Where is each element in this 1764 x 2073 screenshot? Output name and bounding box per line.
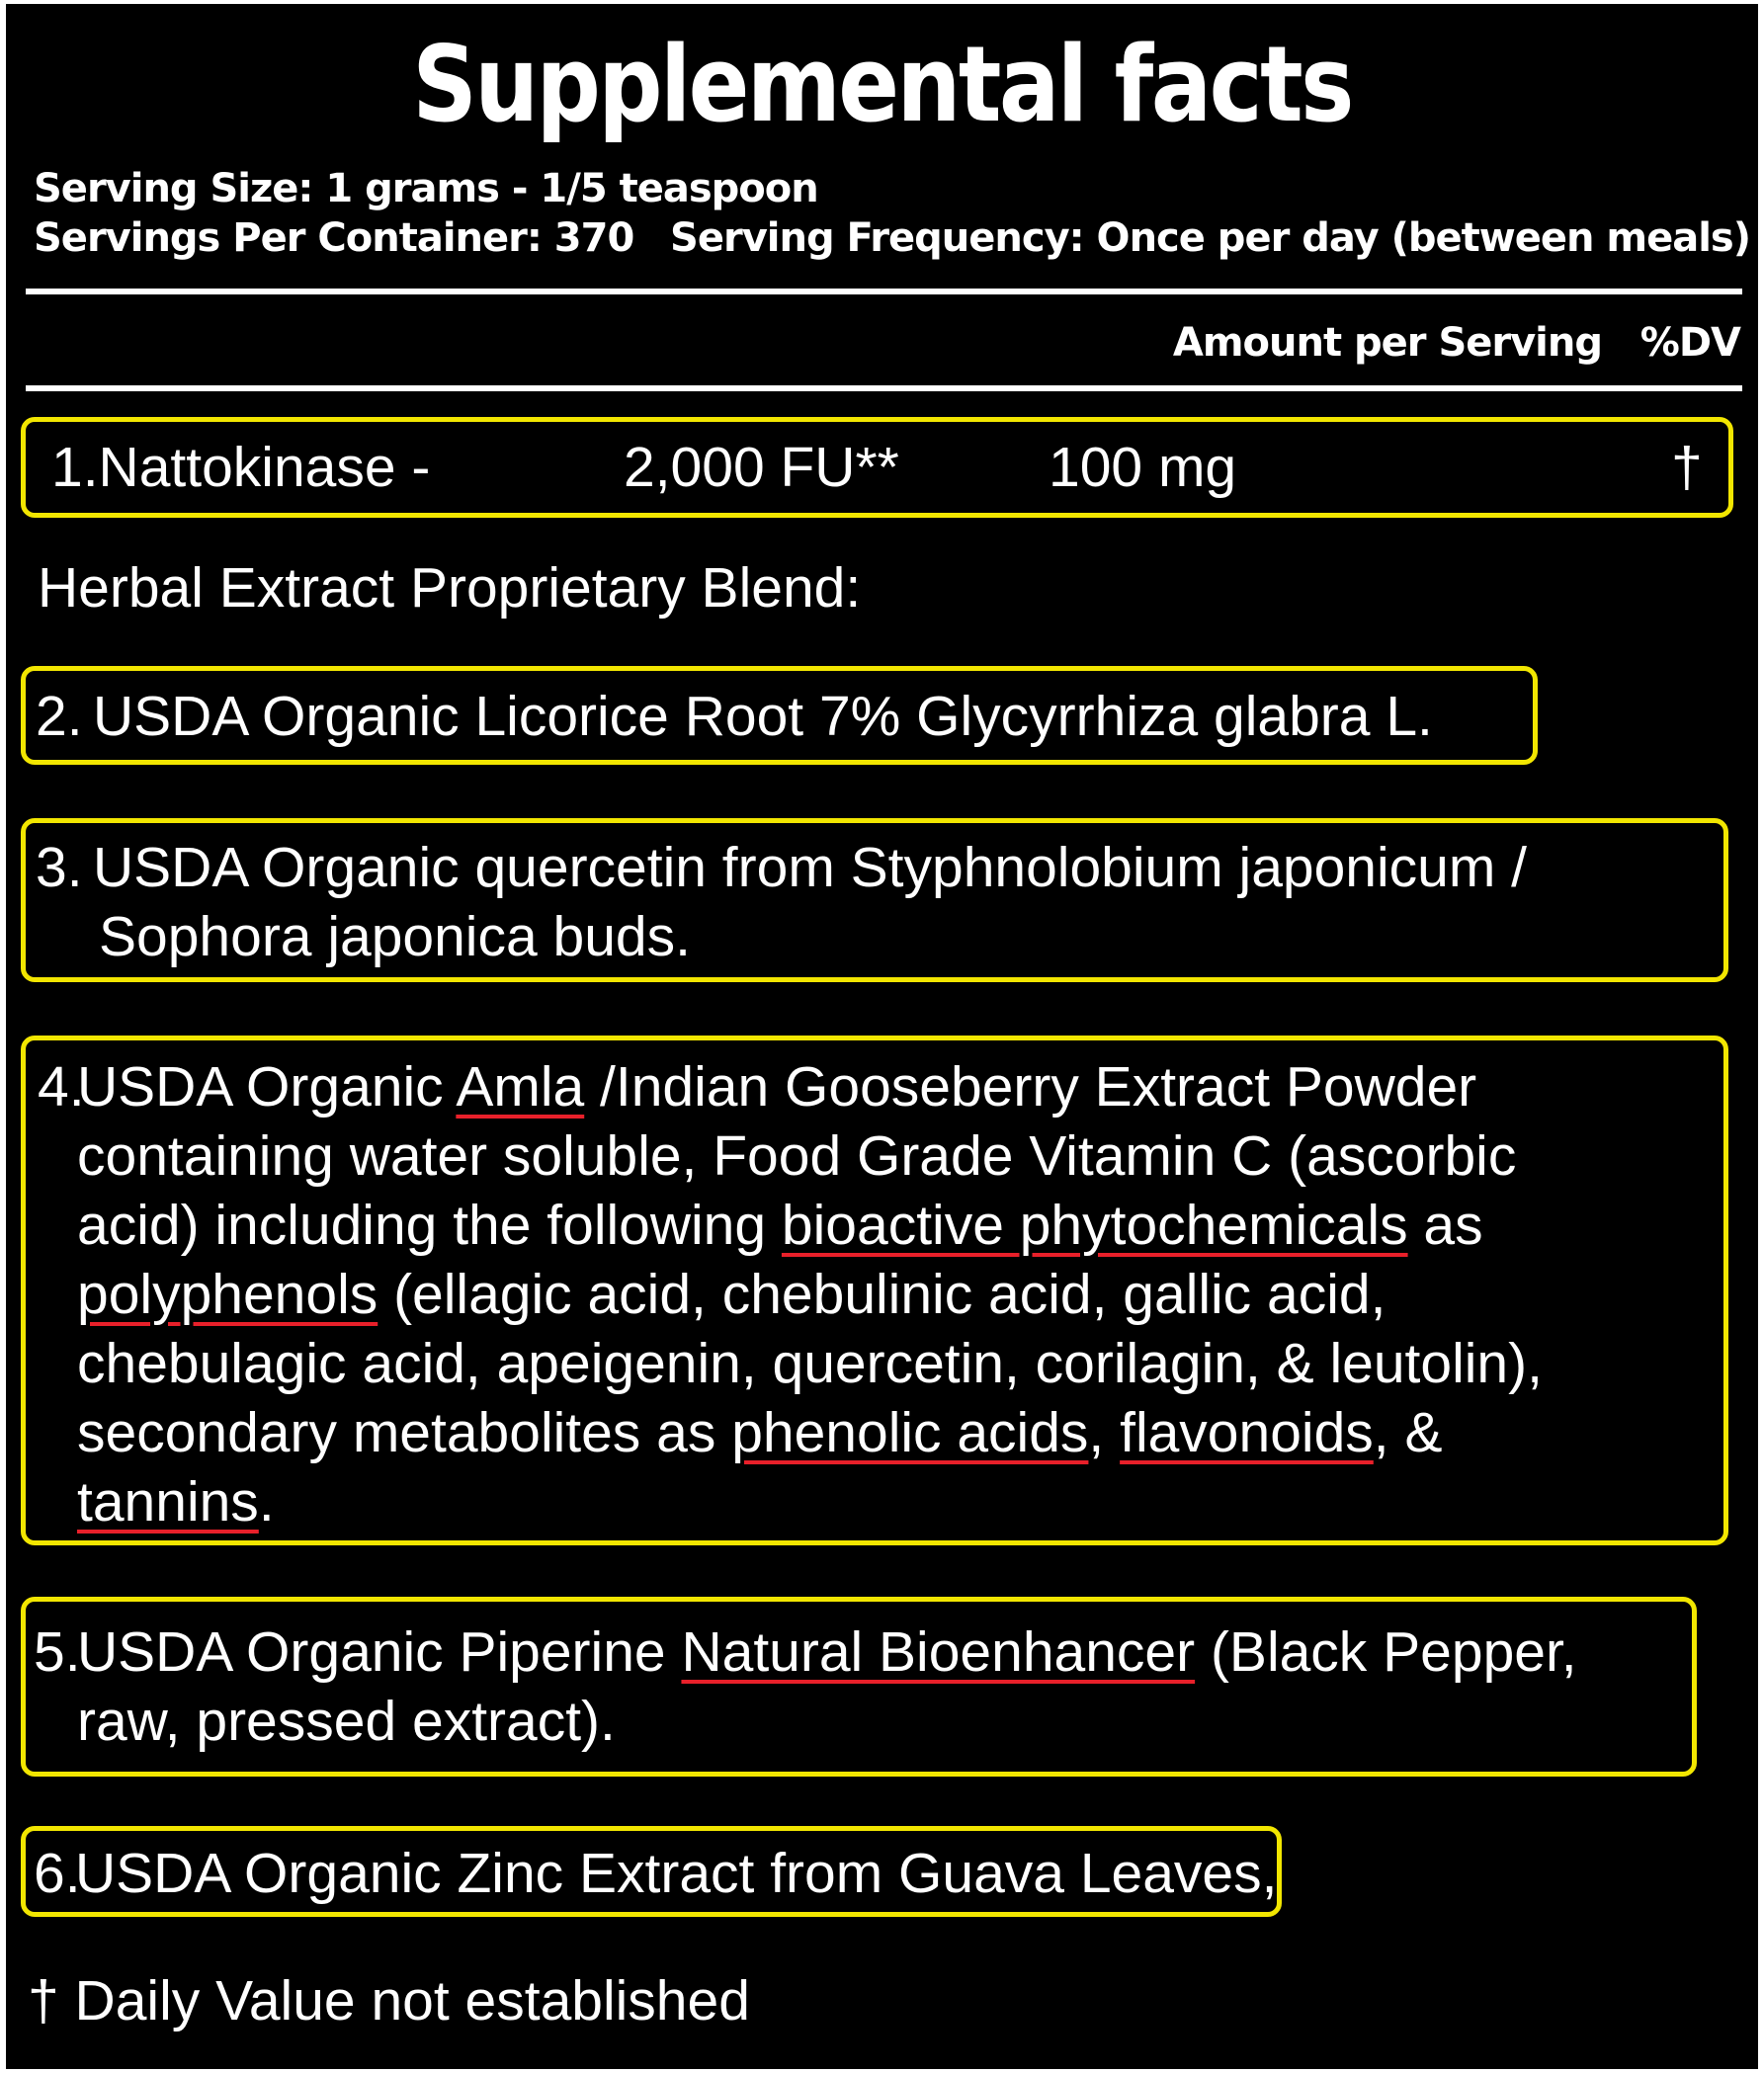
item-text-line bbox=[77, 1467, 275, 1536]
supplement-facts-label bbox=[6, 4, 1758, 2069]
item-number: 4. bbox=[38, 1055, 85, 1119]
item-text-line bbox=[77, 1617, 1577, 1687]
text-segment: /Indian Gooseberry Extract Powder bbox=[584, 1055, 1477, 1119]
item-text-line: USDA Organic quercetin from Styphnolobium japonicum / bbox=[93, 836, 1528, 899]
blend-heading: Herbal Extract Proprietary Blend: bbox=[38, 556, 862, 620]
ingredient-amount: 100 mg bbox=[1049, 436, 1237, 499]
page-title: Supplemental facts bbox=[412, 24, 1352, 145]
item-text: USDA Organic Zinc Extract from Guava Leaves, bbox=[75, 1842, 1278, 1905]
underlined-term: tannins bbox=[77, 1470, 259, 1534]
divider-header bbox=[26, 385, 1742, 391]
column-header-dv: %DV bbox=[1639, 320, 1740, 366]
serving-size: Serving Size: 1 grams - 1/5 teaspoon bbox=[34, 166, 818, 211]
ingredient-name: 1.Nattokinase - bbox=[51, 436, 431, 499]
underlined-term: polyphenols bbox=[77, 1263, 378, 1326]
text-segment: , bbox=[1088, 1401, 1121, 1464]
ingredient-row-nattokinase bbox=[21, 417, 1733, 518]
divider-top bbox=[26, 289, 1742, 294]
text-segment: (Black Pepper, bbox=[1195, 1620, 1577, 1684]
underlined-term: phenolic acids bbox=[731, 1401, 1089, 1464]
underlined-term: flavonoids bbox=[1120, 1401, 1374, 1464]
item-text-line bbox=[77, 1398, 1442, 1467]
item-text-line bbox=[77, 1052, 1476, 1121]
column-header-amount: Amount per Serving bbox=[1172, 320, 1602, 366]
item-number: 5. bbox=[34, 1620, 81, 1684]
item-text-line: raw, pressed extract). bbox=[77, 1690, 616, 1753]
footnote: † Daily Value not established bbox=[28, 1969, 750, 2032]
servings-per-container: Servings Per Container: 370 bbox=[34, 215, 634, 261]
item-text-line bbox=[77, 1260, 1386, 1329]
ingredient-row-piperine bbox=[21, 1597, 1697, 1777]
underlined-term: Amla bbox=[456, 1055, 585, 1119]
text-segment: secondary metabolites as bbox=[77, 1401, 732, 1464]
ingredient-row-zinc bbox=[21, 1826, 1282, 1917]
ingredient-row-amla bbox=[21, 1036, 1728, 1545]
item-text-line: chebulagic acid, apeigenin, quercetin, corilagin, & leutolin), bbox=[77, 1332, 1543, 1395]
text-segment: as bbox=[1407, 1194, 1483, 1257]
text-segment: (ellagic acid, chebulinic acid, gallic acid, bbox=[378, 1263, 1386, 1326]
ingredient-row-quercetin bbox=[21, 818, 1728, 982]
text-segment: USDA Organic Piperine bbox=[77, 1620, 682, 1684]
serving-frequency: Serving Frequency: Once per day (between meals) bbox=[670, 215, 1750, 261]
item-number: 3. bbox=[36, 836, 83, 899]
ingredient-units: 2,000 FU** bbox=[624, 436, 899, 499]
text-segment: acid) including the following bbox=[77, 1194, 782, 1257]
item-number: 2. bbox=[36, 685, 83, 748]
underlined-term: bioactive phytochemicals bbox=[781, 1194, 1408, 1257]
text-segment: USDA Organic bbox=[77, 1055, 457, 1119]
underlined-term: Natural Bioenhancer bbox=[681, 1620, 1196, 1684]
item-text-line bbox=[77, 1191, 1483, 1260]
item-text-line: containing water soluble, Food Grade Vitamin C (ascorbic bbox=[77, 1124, 1517, 1188]
ingredient-row-licorice bbox=[21, 666, 1538, 765]
item-text-line: Sophora japonica buds. bbox=[99, 905, 691, 968]
text-segment: , & bbox=[1373, 1401, 1443, 1464]
item-text: USDA Organic Licorice Root 7% Glycyrrhiza glabra L. bbox=[93, 685, 1433, 748]
dagger-symbol: † bbox=[1671, 436, 1703, 499]
text-segment: . bbox=[258, 1470, 275, 1534]
item-number: 6. bbox=[34, 1842, 81, 1905]
